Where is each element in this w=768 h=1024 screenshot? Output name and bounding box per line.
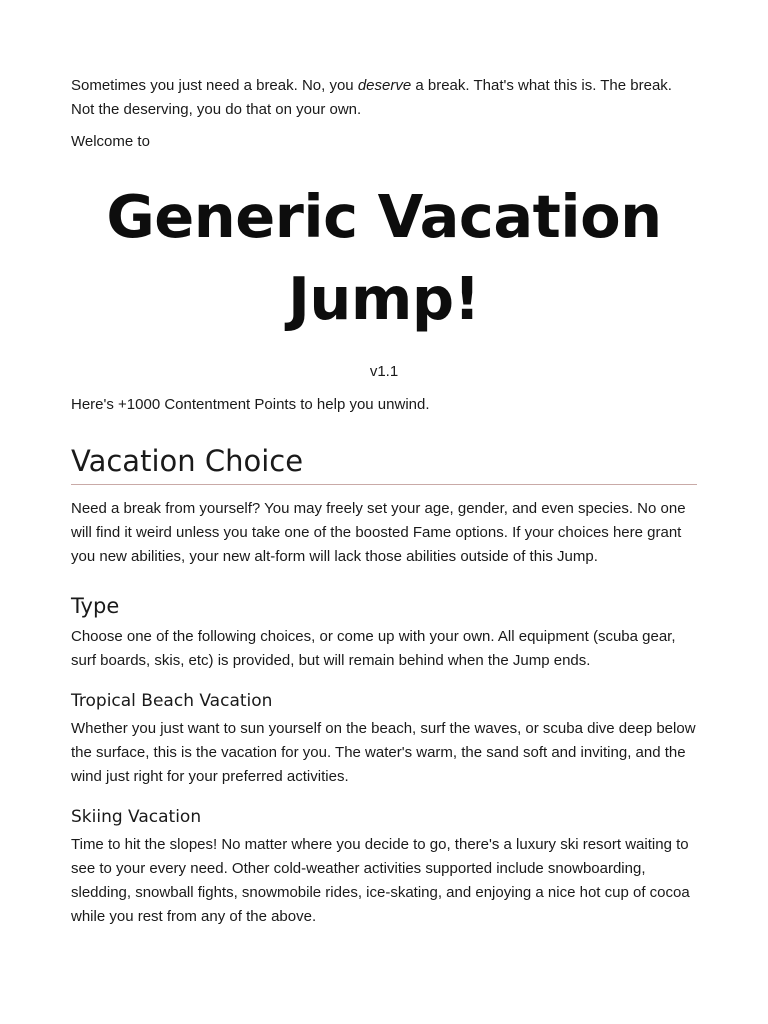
intro-text-end: a break. That's what this is. The break. Not the deserving, you do that on your own.: [71, 77, 672, 118]
intro-text-start: Sometimes you just need a break. No, you: [71, 77, 358, 94]
points-text: Here's +1000 Contentment Points to help you unwind.: [71, 396, 430, 413]
section-heading-vacation-choice: Vacation Choice: [71, 444, 304, 478]
subheading-type: Type: [71, 594, 120, 618]
type-paragraph: Choose one of the following choices, or come up with your own. All equipment (scuba gear, surf boards, skis, etc) is provided, but will remain behind when the Jump ends.: [71, 628, 676, 669]
intro-emphasis: deserve: [357, 77, 412, 94]
skiing-paragraph: Time to hit the slopes! No matter where you decide to go, there's a luxury ski resort waiting to see to your every need. Other cold-weather activities supported include snowboarding, sledding, snowball fights, snowmobile rides, ice-skating, and enjoying a nice hot cup of cocoa while you rest from any of the above.: [71, 836, 690, 925]
version-label: v1.1: [369, 363, 399, 380]
tropical-paragraph: Whether you just want to sun yourself on the beach, surf the waves, or scuba dive deep below the surface, this is the vacation for you. The water's warm, the sand soft and inviting, and the wind just right for your preferred activities.: [71, 720, 696, 785]
subheading-tropical-beach: Tropical Beach Vacation: [71, 691, 273, 711]
welcome-text: Welcome to: [71, 133, 150, 150]
subheading-skiing: Skiing Vacation: [71, 807, 202, 827]
intro-paragraph: [71, 74, 697, 122]
vacation-choice-paragraph: Need a break from yourself? You may freely set your age, gender, and even species. No one will find it weird unless you take one of the boosted Fame options. If your choices here grant you new abilities, your new alt-form will lack those abilities outside of this Jump.: [71, 500, 686, 565]
section-divider: [71, 484, 697, 485]
page-title: Generic Vacation Jump!: [106, 182, 662, 333]
